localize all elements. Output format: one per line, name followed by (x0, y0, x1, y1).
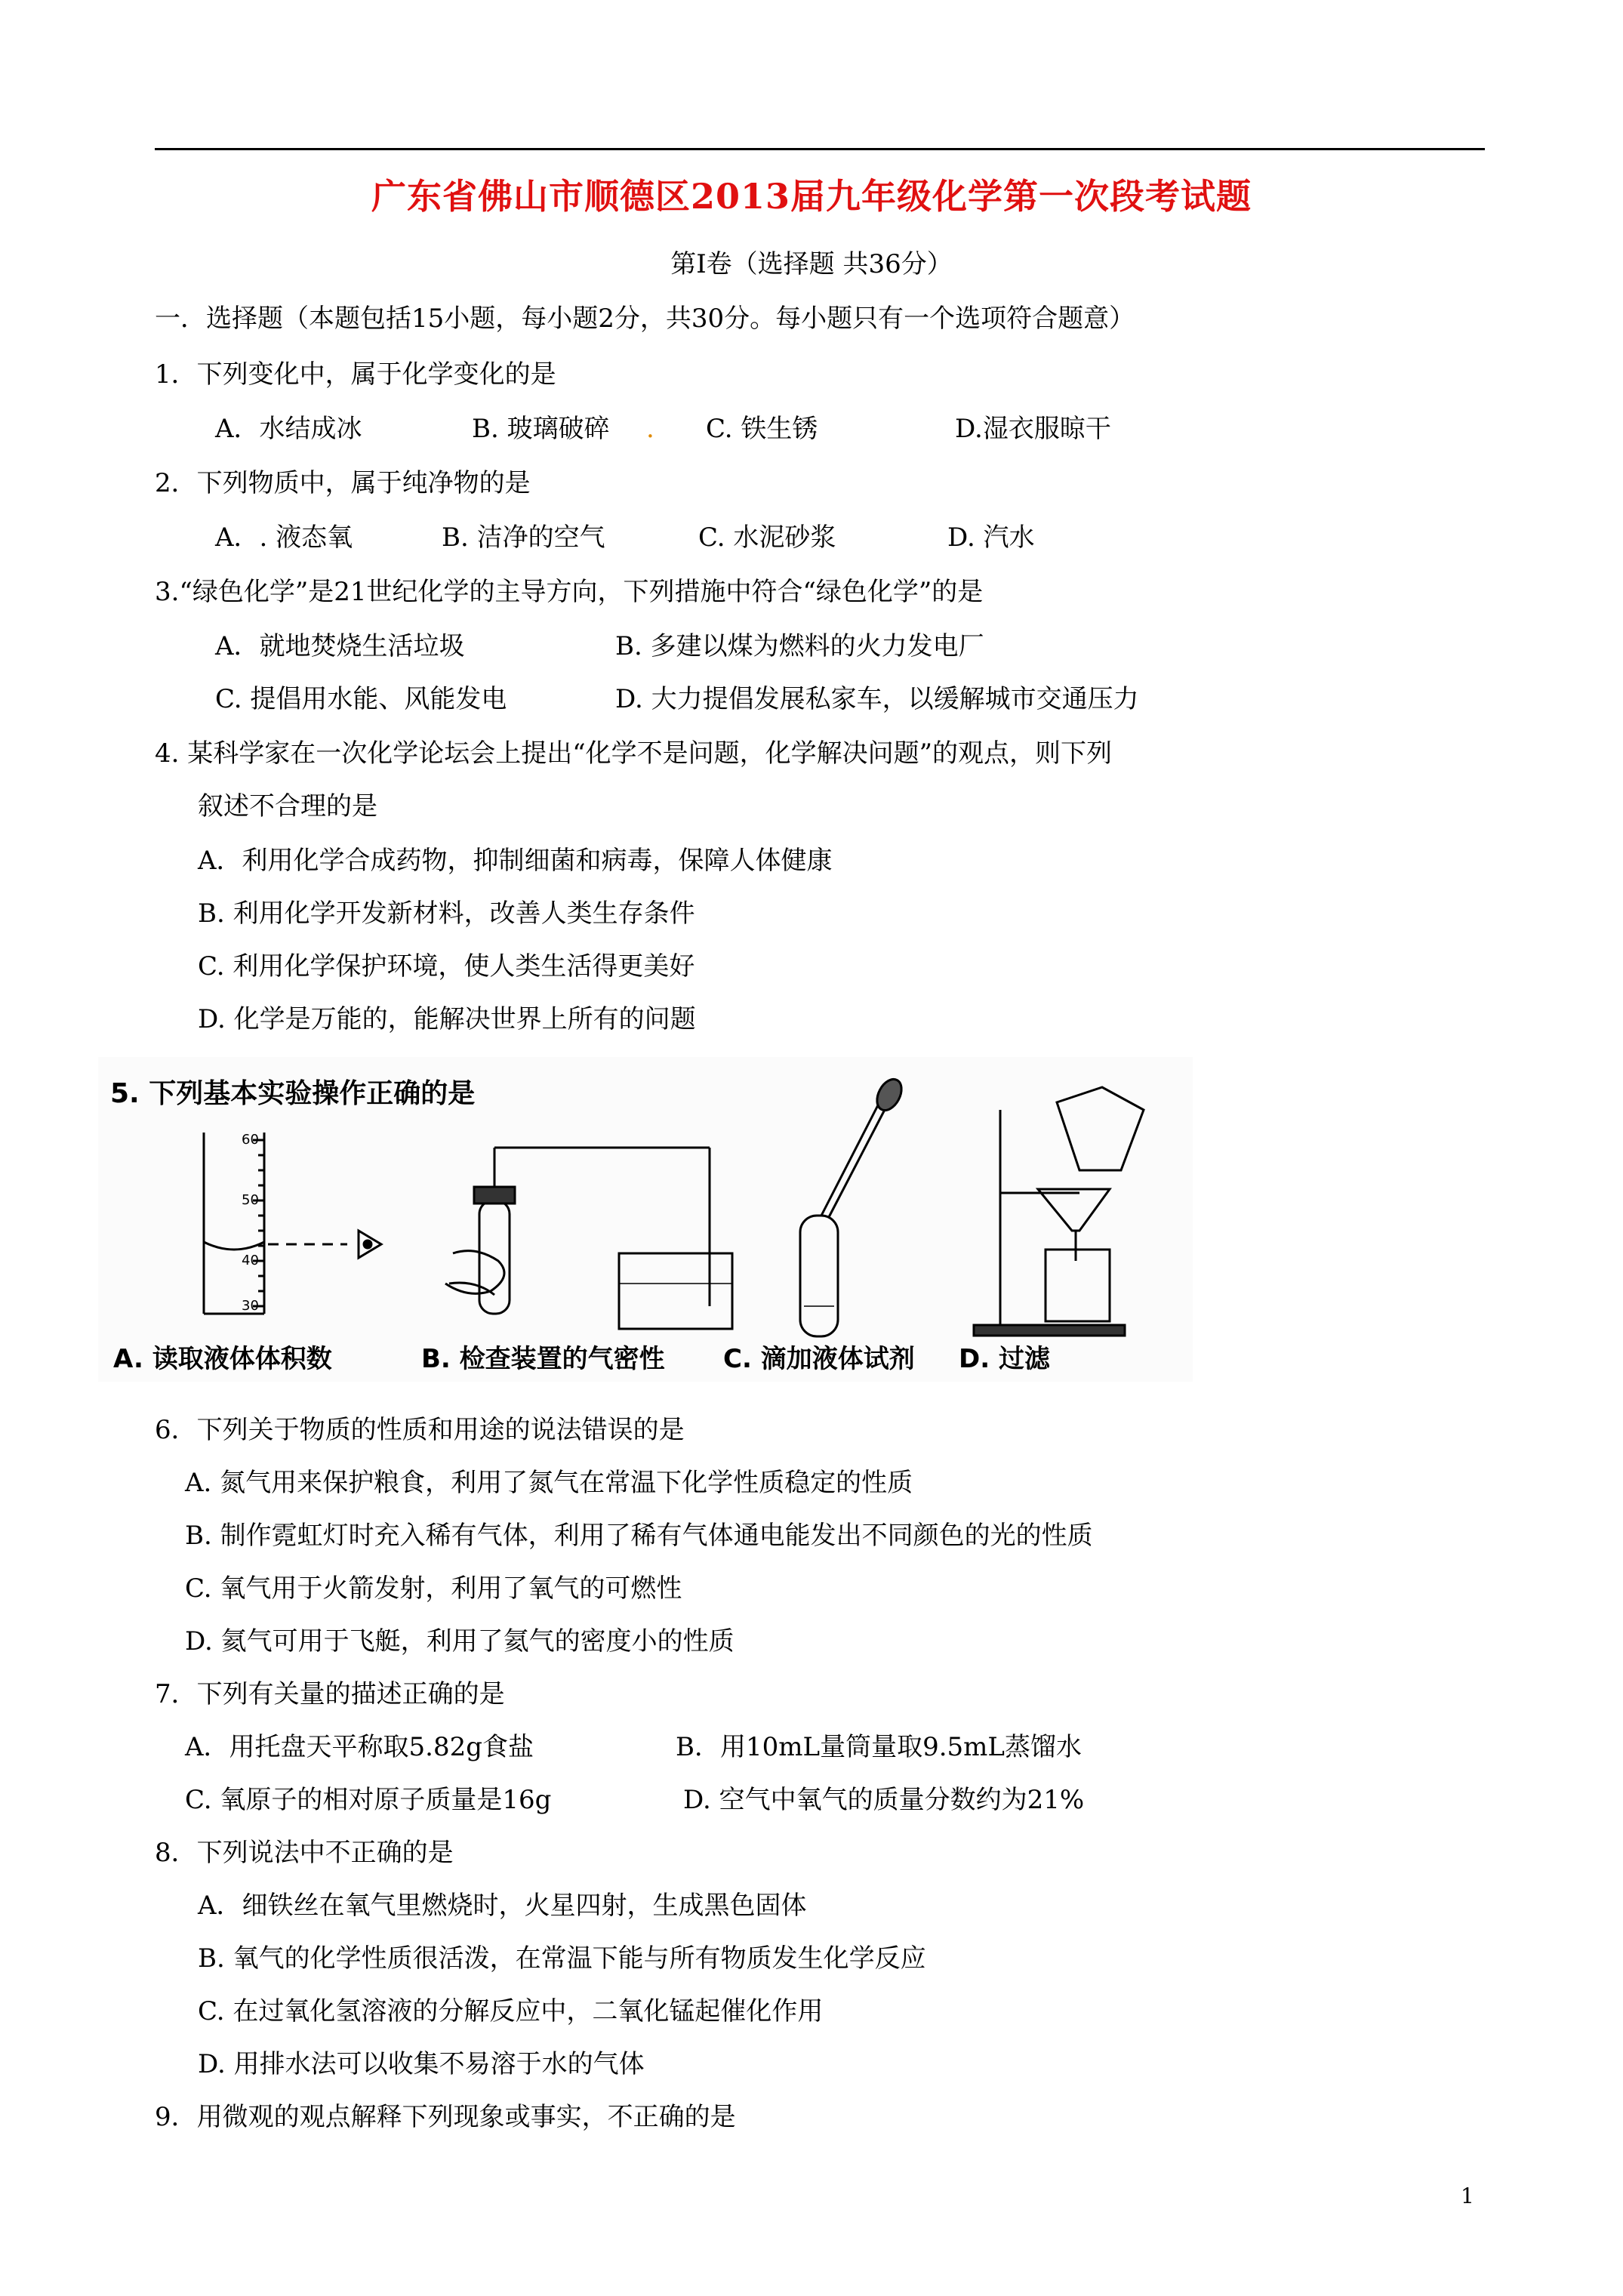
q7-option-a: A．用托盘天平称取5.82g食盐 (185, 1732, 534, 1762)
page-title: 广东省佛山市顺德区2013届九年级化学第一次段考试题 (371, 176, 1252, 217)
q4-option-c: C. 利用化学保护环境，使人类生活得更美好 (198, 951, 695, 982)
q1-option-c: C. 铁生锈 (706, 414, 818, 444)
graduated-cylinder-illustration (204, 1133, 381, 1314)
page-number: 1 (1461, 2184, 1474, 2208)
q4-option-a: A．利用化学合成药物，抑制细菌和病毒，保障人体健康 (198, 846, 833, 876)
section-heading: 一．选择题（本题包括15小题，每小题2分，共30分。每小题只有一个选项符合题意） (155, 304, 1135, 334)
q7-stem: 7．下列有关量的描述正确的是 (155, 1679, 505, 1709)
q6-option-c: C. 氧气用于火箭发射，利用了氧气的可燃性 (185, 1573, 682, 1604)
q2-stem: 2．下列物质中，属于纯净物的是 (155, 468, 531, 498)
q4-stem-line1: 4. 某科学家在一次化学论坛会上提出“化学不是问题，化学解决问题”的观点，则下列 (155, 738, 1113, 769)
q1-option-b: B. 玻璃破碎 (472, 414, 610, 444)
scale-label-50: 50 (242, 1192, 259, 1208)
q2-option-a: A．. 液态氧 (215, 522, 353, 553)
q4-option-d: D. 化学是万能的，能解决世界上所有的问题 (198, 1004, 696, 1034)
q5-option-b: B. 检查装置的气密性 (421, 1344, 665, 1374)
header-rule (155, 148, 1485, 150)
lab-illustrations (98, 1057, 1193, 1382)
q2-option-c: C. 水泥砂浆 (698, 522, 836, 553)
stray-mark: . (646, 414, 654, 444)
section-subtitle: 第Ⅰ卷（选择题 共36分） (670, 249, 953, 279)
q3-option-c: C. 提倡用水能、风能发电 (215, 684, 507, 714)
q7-option-b: B．用10mL量筒量取9.5mL蒸馏水 (676, 1732, 1082, 1762)
scale-label-40: 40 (242, 1253, 259, 1268)
airtightness-check-illustration (445, 1148, 732, 1329)
scale-label-30: 30 (242, 1298, 259, 1314)
dropper-test-tube-illustration (800, 1075, 907, 1336)
q5-option-c: C. 滴加液体试剂 (723, 1344, 915, 1374)
q9-stem: 9．用微观的观点解释下列现象或事实，不正确的是 (155, 2102, 736, 2132)
q5-option-a: A. 读取液体体积数 (113, 1344, 332, 1374)
q3-option-d: D. 大力提倡发展私家车，以缓解城市交通压力 (615, 684, 1139, 714)
q1-stem: 1．下列变化中，属于化学变化的是 (155, 359, 556, 390)
q7-option-d: D. 空气中氧气的质量分数约为21% (683, 1785, 1085, 1815)
q3-option-b: B. 多建以煤为燃料的火力发电厂 (615, 631, 984, 661)
q4-stem-line2: 叙述不合理的是 (198, 791, 377, 821)
q2-option-b: B. 洁净的空气 (442, 522, 605, 553)
scale-label-60: 60 (242, 1132, 259, 1148)
q7-option-c: C. 氧原子的相对原子质量是16g (185, 1785, 552, 1815)
q4-option-b: B. 利用化学开发新材料，改善人类生存条件 (198, 898, 695, 929)
q5-option-d: D. 过滤 (959, 1344, 1050, 1374)
q6-stem: 6．下列关于物质的性质和用途的说法错误的是 (155, 1415, 685, 1445)
q8-option-b: B. 氧气的化学性质很活泼，在常温下能与所有物质发生化学反应 (198, 1943, 926, 1974)
q6-option-a: A. 氮气用来保护粮食，利用了氮气在常温下化学性质稳定的性质 (185, 1468, 913, 1498)
q8-stem: 8．下列说法中不正确的是 (155, 1838, 454, 1868)
q3-stem: 3.“绿色化学”是21世纪化学的主导方向，下列措施中符合“绿色化学”的是 (155, 577, 984, 607)
q2-option-d: D. 汽水 (947, 522, 1035, 553)
q5-stem: 5. 下列基本实验操作正确的是 (110, 1078, 476, 1109)
q8-option-d: D. 用排水法可以收集不易溶于水的气体 (198, 2049, 645, 2079)
q1-option-a: A．水结成冰 (215, 414, 362, 444)
q8-option-c: C. 在过氧化氢溶液的分解反应中，二氧化锰起催化作用 (198, 1996, 824, 2026)
q5-figure (98, 1057, 1193, 1382)
q6-option-d: D. 氦气可用于飞艇，利用了氦气的密度小的性质 (185, 1626, 735, 1657)
filtration-illustration (974, 1087, 1144, 1336)
q3-option-a: A．就地焚烧生活垃圾 (215, 631, 465, 661)
q6-option-b: B. 制作霓虹灯时充入稀有气体，利用了稀有气体通电能发出不同颜色的光的性质 (185, 1521, 1093, 1551)
q1-option-d: D.湿衣服晾干 (955, 414, 1111, 444)
q8-option-a: A．细铁丝在氧气里燃烧时，火星四射，生成黑色固体 (198, 1891, 807, 1921)
